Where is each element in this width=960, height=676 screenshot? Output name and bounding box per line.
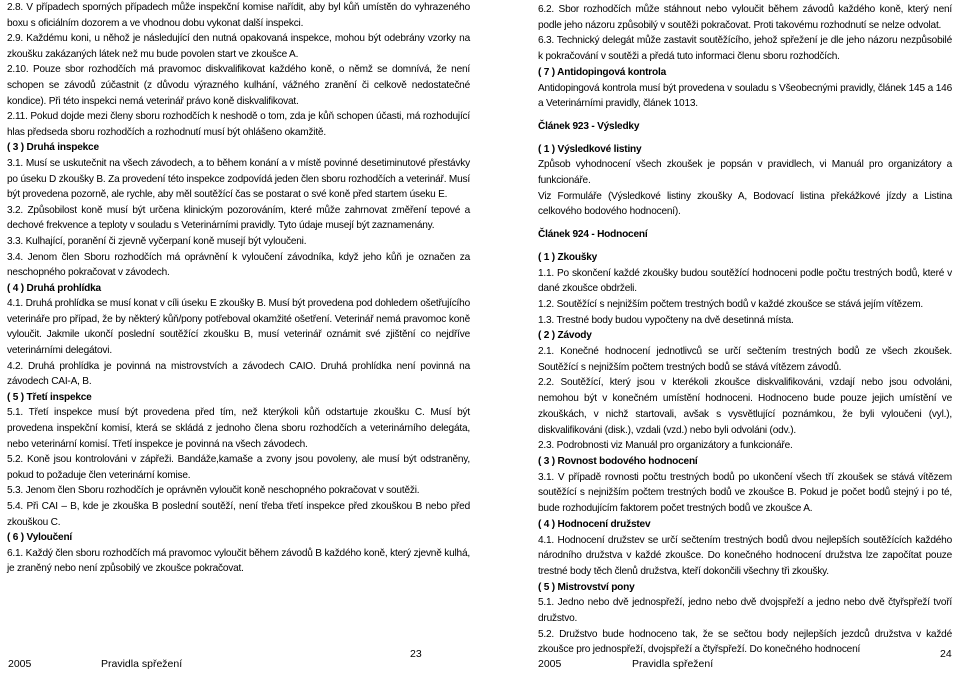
paragraph: 6.3. Technický delegát může zastavit soutěžícího, jehož spřežení je dle jeho názoru nezpůsobilé k pokračování v soutěži a předá tuto informaci členu sboru rozhodčích.	[538, 35, 952, 63]
paragraph: 6.2. Sbor rozhodčích může stáhnout nebo vyloučit během závodů každého koně, který není podle jeho názoru způsobilý v soutěži pokračovat. Proti takovému rozhodnutí se nelze odvolat.	[538, 4, 952, 31]
paragraph: 4.2. Druhá prohlídka je povinná na mistrovstvích a závodech CAIO. Druhá prohlídka není povinná na závodech CAI-A, B.	[7, 360, 470, 388]
paragraph: 5.2. Koně jsou kontrolováni v zápřeži. Bandáže,kamaše a zvony jsou povoleny, ale musí být odstraněny, pokud to požaduje člen veterinární komise.	[7, 454, 470, 481]
paragraph: 2.2. Soutěžící, který jsou v kterékoli zkoušce diskvalifikováni, vzdají nebo jsou odvoláni, nemohou být v konečném umístění hodnoceni. Hodnoceno bude pouze jejich umístění ve zkouškách, v nichž startovali, avšak s vysvětlující poznámkou, že byli vyloučeni (vyl.), diskvalifikováni (disk.), vzdali (vzd.) nebo byli odvoláni (odv.).	[538, 377, 952, 436]
paragraph: 5.3. Jenom člen Sboru rozhodčích je oprávněn vyloučit koně neschopného pokračovat v soutěži.	[7, 485, 420, 497]
section-heading: ( 5 ) Mistrovství pony	[538, 581, 635, 593]
section-heading: ( 4 ) Hodnocení družstev	[538, 518, 651, 530]
article-heading: Článek 923 - Výsledky	[538, 120, 640, 132]
section-heading: ( 5 ) Třetí inspekce	[7, 391, 92, 403]
paragraph: Antidopingová kontrola musí být provedena v souladu s Všeobecnými pravidly, článek 145 a 146 a Veterinárními pravidly, článek 1013.	[538, 82, 952, 110]
page-number: 24	[940, 648, 952, 660]
footer-title: Pravidla spřežení	[632, 658, 714, 670]
paragraph: 1.1. Po skončení každé zkoušky budou soutěžící hodnoceni podle počtu trestných bodů, které v dané zkoušce obdrželi.	[538, 267, 952, 295]
footer-title: Pravidla spřežení	[101, 658, 183, 670]
paragraph: Způsob vyhodnocení všech zkoušek je popsán v pravidlech, vi Manuál pro organizátory a funkcionáře.	[538, 159, 952, 187]
paragraph: 3.4. Jenom člen Sboru rozhodčích má oprávnění k vyloučení závodníka, když jeho kůň je označen za neschopného pokračovat v závodech.	[7, 251, 470, 279]
paragraph: Viz Formuláře (Výsledkové listiny zkoušky A, Bodovací listina překážkové jízdy a Listina celkového bodového hodnocení).	[538, 190, 952, 218]
paragraph: 2.1. Konečné hodnocení jednotlivců se určí sečtením trestných bodů ze všech zkoušek. Soutěžící s nejnižším počtem trestných bodů se stává vítězem závodů.	[538, 346, 952, 373]
paragraph: 3.3. Kulhající, poranění či zjevně vyčerpaní koně musejí být vyloučeni.	[7, 235, 307, 247]
section-heading: ( 6 ) Vyloučení	[7, 532, 73, 544]
paragraph: 3.1. Musí se uskutečnit na všech závodech, a to během konání a v místě povinné desetiminutové přestávky po úseku D zkoušky B. Za provedení této inspekce zodpovídá jeden člen sboru rozhodčích a veterinář. Musí být provedena pozorně, ale rychle, aby měl soutěžící čas se postarat o své koně před startem úseku E.	[7, 157, 470, 201]
paragraph: 4.1. Druhá prohlídka se musí konat v cíli úseku E zkoušky B. Musí být provedena pod dohledem ošetřujícího veterináře pro případ, že by některý kůň/pony potřeboval okamžité ošetření. Veterinář nemá pravomoc koně vyloučit. Jakmile ukončí poslední soutěžící zkoušku B, musí veterinář oznámit své zjištění co nejdříve veterinárními delegátovi.	[7, 298, 470, 357]
right-page	[480, 0, 960, 676]
paragraph: 5.1. Třetí inspekce musí být provedena před tím, než kterýkoli kůň odstartuje zkoušku C. Musí být provedena inspekční komisí, která se skládá z jednoho člena sboru rozhodčích a veterinárního delegáta, nebo veterinární komisí. Třetí inspekce je povinná na všech závodech.	[7, 407, 470, 450]
paragraph: 5.4. Při CAI – B, kde je zkouška B poslední soutěží, není třeba třetí inspekce před zkouškou B nebo před zkouškou C.	[7, 501, 470, 528]
section-heading: ( 1 ) Výsledkové listiny	[538, 143, 642, 155]
paragraph: 2.8. V případech sporných případech může inspekční komise nařídit, aby byl kůň umístěn do vyhrazeného boxu s oficiálním dozorem a ve vhodnou dobu vykonat další inspekci.	[7, 2, 470, 29]
paragraph: 2.3. Podrobnosti viz Manuál pro organizátory a funkcionáře.	[538, 440, 793, 452]
paragraph: 2.11. Pokud dojde mezi členy sboru rozhodčích k neshodě o tom, zda je kůň schopen účasti, má rozhodující hlas předseda sboru rozhodčích a rozhodnutí musí být ohlášeno okamžitě.	[7, 111, 470, 138]
section-heading: ( 3 ) Druhá inspekce	[7, 142, 99, 154]
paragraph: 6.1. Každý člen sboru rozhodčích má pravomoc vyloučit během závodů B každého koně, který zjevně kulhá, je zraněný nebo není způsobilý ve zkoušce pokračovat.	[7, 547, 470, 575]
section-heading: ( 7 ) Antidopingová kontrola	[538, 66, 666, 78]
section-heading: ( 1 ) Zkoušky	[538, 251, 598, 263]
paragraph: 2.9. Každému koni, u něhož je následující den nutná opakovaná inspekce, mohou být odebrány vzorky na zkoušku zakázaných látek než mu bude povolen start ve zkoušce A.	[7, 33, 470, 60]
paragraph: 1.2. Soutěžící s nejnižším počtem trestných bodů v každé zkoušce se stává jejím vítězem.	[538, 298, 924, 310]
footer-year: 2005	[8, 658, 32, 670]
paragraph: 1.3. Trestné body budou vypočteny na dvě desetinná místa.	[538, 314, 794, 326]
section-heading: ( 3 ) Rovnost bodového hodnocení	[538, 455, 698, 467]
paragraph: 4.1. Hodnocení družstev se určí sečtením trestných bodů dvou nejlepších soutěžících každého národního družstva v každé zkoušce. Do konečného hodnocení družstva lze započítat pouze trestné body těch členů družstva, kteří dokončili všechny tři zkoušky.	[538, 534, 952, 577]
right-column	[538, 0, 952, 658]
paragraph: 5.1. Jedno nebo dvě jednospřeží, jedno nebo dvě dvojspřeží a jedno nebo dvě čtyřspřeží tvoří družstvo.	[538, 597, 952, 625]
paragraph: 2.10. Pouze sbor rozhodčích má pravomoc diskvalifikovat každého koně, o němž se domnívá, že není schopen se závodů zúčastnit (z důvodu výrazného kulhání, vážného zranění či celkově nedostatečné kondice). Při této inspekci nemá veterinář právo koně diskvalifikovat.	[7, 64, 470, 107]
left-footer	[0, 648, 480, 670]
article-heading: Článek 924 - Hodnocení	[538, 229, 648, 241]
footer-year: 2005	[538, 658, 562, 670]
section-heading: ( 2 ) Závody	[538, 330, 592, 342]
paragraph: 5.2. Družstvo bude hodnoceno tak, že se sečtou body nejlepších jezdců družstva v každé zkoušce pro jednospřeží, dvojspřeží a čtyřspřeží. Do konečného hodnocení	[538, 628, 952, 656]
paragraph: 3.1. V případě rovnosti počtu trestných bodů po ukončení všech tří zkoušek se stává vítězem soutěžící s nejnižším počtem trestných bodů ve zkoušce B. Pokud je počet bodů stejný i po té, bude rozhodujícím faktorem počet trestných bodů ve zkoušce A.	[538, 471, 952, 515]
paragraph: 3.2. Způsobilost koně musí být určena klinickým pozorováním, které může zahrnovat změření tepové a dechové frekvence a teploty v souladu s Veterinárními pravidly. Tyto údaje musejí být zaznamenány.	[7, 204, 470, 232]
right-footer	[480, 648, 960, 670]
left-column	[7, 0, 470, 577]
page-number: 23	[410, 648, 422, 660]
section-heading: ( 4 ) Druhá prohlídka	[7, 282, 101, 294]
